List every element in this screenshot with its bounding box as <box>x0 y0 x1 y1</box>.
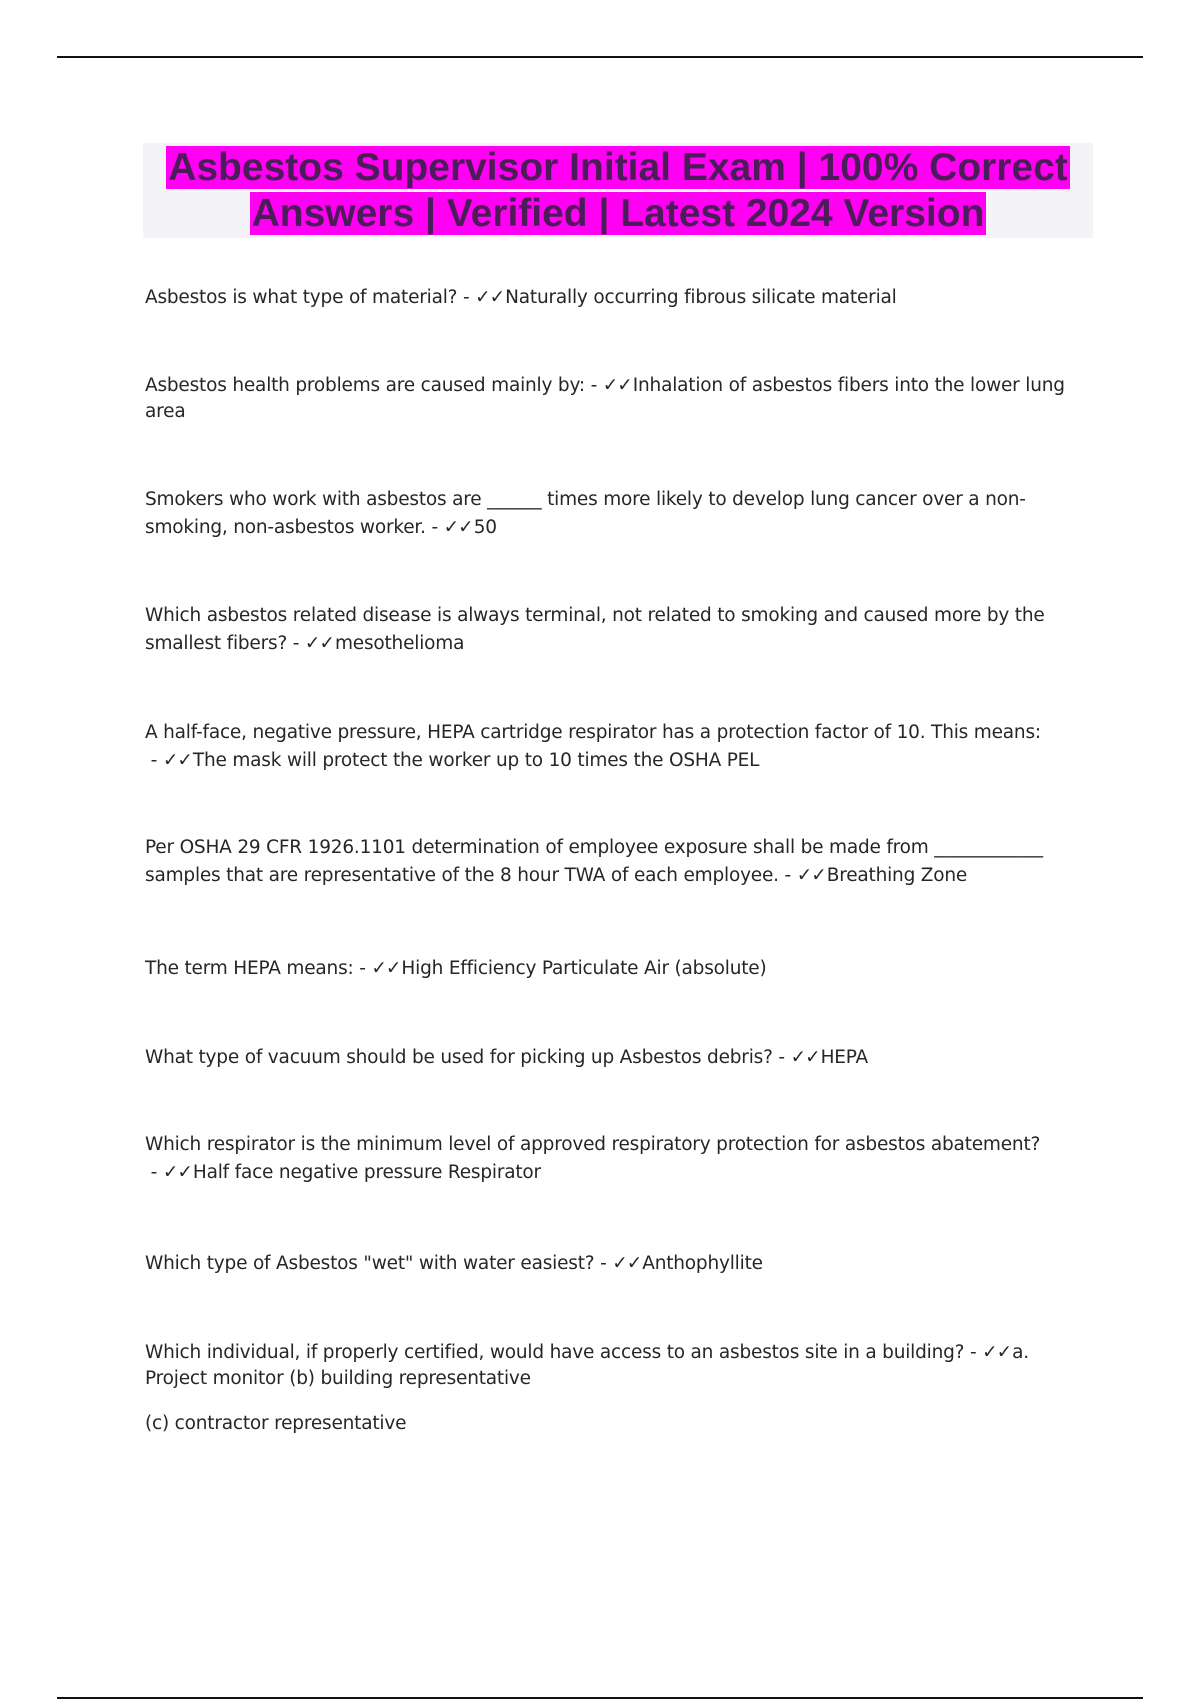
answer-text: Breathing Zone <box>826 865 968 886</box>
qa-item-4 <box>145 602 1065 658</box>
continuation-text: (c) contractor representative <box>145 1413 407 1434</box>
qa-item-7 <box>145 955 1065 983</box>
separator: - <box>145 1162 163 1183</box>
answer-text: Half face negative pressure Respirator <box>192 1162 541 1183</box>
answer-text: a. Project monitor (b) building representative <box>145 1342 1029 1389</box>
qa-item-9 <box>145 1131 1065 1187</box>
title-line-1: Asbestos Supervisor Initial Exam | 100% Correct <box>168 146 1068 189</box>
answer-text: The mask will protect the worker up to 10 times the OSHA PEL <box>192 750 760 771</box>
question-text: Which respirator is the minimum level of approved respiratory protection for asbestos abatement? <box>145 1134 1041 1155</box>
bottom-rule <box>57 1697 1143 1699</box>
qa-item-11-continuation <box>145 1410 1065 1438</box>
qa-item-11 <box>145 1340 1065 1392</box>
answer-text: High Efficiency Particulate Air (absolute) <box>401 958 767 979</box>
question-text: Which individual, if properly certified, would have access to an asbestos site in a building? <box>145 1342 965 1363</box>
separator: - <box>772 1047 791 1068</box>
question-text: Asbestos is what type of material? <box>145 287 458 308</box>
double-check-icon: ✓✓ <box>162 750 192 771</box>
double-check-icon: ✓✓ <box>602 375 632 396</box>
qa-item-8 <box>145 1044 1065 1072</box>
answer-text: mesothelioma <box>334 633 465 654</box>
separator: - <box>964 1342 983 1363</box>
separator: - <box>287 633 305 654</box>
double-check-icon: ✓✓ <box>612 1253 642 1274</box>
double-check-icon: ✓✓ <box>475 287 505 308</box>
title-block <box>143 143 1093 238</box>
double-check-icon: ✓✓ <box>796 865 826 886</box>
answer-text: Naturally occurring fibrous silicate material <box>505 287 897 308</box>
double-check-icon: ✓✓ <box>162 1162 192 1183</box>
separator: - <box>425 517 444 538</box>
question-text: The term HEPA means: <box>145 958 354 979</box>
question-text: Which type of Asbestos "wet" with water easiest? <box>145 1253 595 1274</box>
answer-text: Inhalation of asbestos fibers into the lower lung area <box>145 375 1065 422</box>
double-check-icon: ✓✓ <box>443 517 473 538</box>
qa-item-10 <box>145 1250 1065 1278</box>
separator: - <box>353 958 372 979</box>
qa-item-2 <box>145 373 1065 425</box>
answer-text: HEPA <box>820 1047 869 1068</box>
double-check-icon: ✓✓ <box>371 958 401 979</box>
document-title <box>143 143 1093 237</box>
question-text: Asbestos health problems are caused mainly by: <box>145 375 585 396</box>
double-check-icon: ✓✓ <box>304 633 334 654</box>
separator: - <box>457 287 476 308</box>
qa-item-1 <box>145 284 1065 312</box>
separator: - <box>594 1253 613 1274</box>
answer-text: Anthophyllite <box>642 1253 763 1274</box>
answer-text: 50 <box>473 517 497 538</box>
separator: - <box>584 375 603 396</box>
qa-item-3 <box>145 486 1065 542</box>
separator: - <box>778 865 797 886</box>
question-text: Per OSHA 29 CFR 1926.1101 determination of employee exposure shall be made from ____________ samples that are representative of the 8 hour TWA of each employee. <box>145 837 1043 886</box>
question-text: A half-face, negative pressure, HEPA cartridge respirator has a protection factor of 10. This means: <box>145 722 1041 743</box>
question-text: Which asbestos related disease is always terminal, not related to smoking and caused more by the smallest fibers? <box>145 605 1045 654</box>
question-text: What type of vacuum should be used for picking up Asbestos debris? <box>145 1047 773 1068</box>
qa-item-6 <box>145 834 1065 890</box>
top-rule <box>57 56 1143 58</box>
double-check-icon: ✓✓ <box>982 1342 1012 1363</box>
title-line-2: Answers | Verified | Latest 2024 Version <box>251 192 985 235</box>
question-text: Smokers who work with asbestos are ______ times more likely to develop lung cancer over a non-smoking, non-asbestos worker. <box>145 489 1026 538</box>
separator: - <box>145 750 163 771</box>
qa-item-5 <box>145 719 1065 775</box>
double-check-icon: ✓✓ <box>790 1047 820 1068</box>
